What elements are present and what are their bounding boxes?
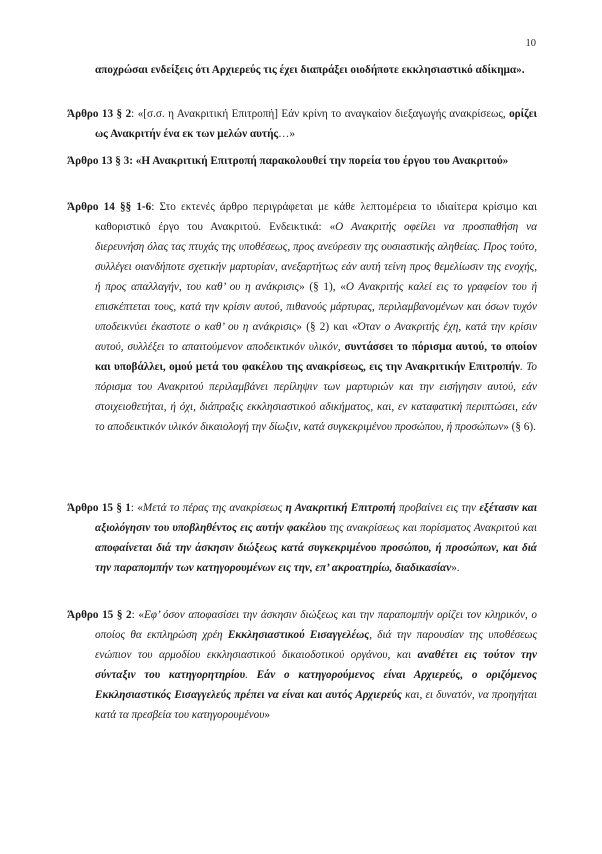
text-span-italic: , διά την παρουσίαν της υποθέσεως ενώπιον του αρμοδίου εκκλησιαστικού δικαιοδοτικού οργάνου, και xyxy=(95,629,537,661)
text-span: ». xyxy=(451,562,460,574)
text-span: : «Η Ανακριτική Επιτροπή παρακολουθεί την πορεία του έργου του Ανακριτού» xyxy=(129,155,509,167)
text-span-italic: προβαίνει εις την xyxy=(395,502,480,514)
text-span-bold-italic: Εκκλησιαστικού Εισαγγελέως xyxy=(227,629,370,641)
text-span-bold-italic: αναθέτει εις τούτον την σύνταξιν του κατηγορητηρίου xyxy=(95,649,537,681)
article-14 xyxy=(67,197,537,437)
text-span-bold: ορίζει ως Ανακριτήν ένα εκ των μελών αυτής xyxy=(95,108,537,140)
article-15-2 xyxy=(67,605,537,725)
text-span: : Στο εκτενές άρθρο περιγράφεται με κάθε λεπτομέρεια το ιδιαίτερα κρίσιμο και καθοριστικό έργο του Ανακριτού. Ενδεικτικά: « xyxy=(95,201,537,233)
text-span-bold-italic: η Ανακριτική Επιτροπή xyxy=(285,502,396,514)
text-span-bold: συντάσσει το πόρισμα αυτού, το οποίον και υποβάλλει, ομού μετά του φακέλου της ανακρίσεως, εις την Ανακριτικήν Επιτροπήν xyxy=(95,341,537,373)
text-span: : « xyxy=(131,609,144,621)
text-span-italic: και, ει δυνατόν, να προηγήται κατά τα πρεσβεία του κατηγορουμένου xyxy=(95,689,537,721)
text-span-italic: Μετά το πέρας της ανακρίσεως xyxy=(142,502,286,514)
text-span: » (§ 2) και « xyxy=(296,321,358,333)
text-span: » (§ 1), « xyxy=(299,281,346,293)
text-span: : «[σ.σ. η Ανακριτική Επιτροπή] Εάν κρίνη το αναγκαίον διεξαγωγής ανακρίσεως, xyxy=(131,108,510,120)
text-span-italic: Όταν ο Ανακριτής έχη, κατά την κρίσιν αυτού, συλλέξει το απαιτούμενον αποδεικτικόν υλικόν, xyxy=(95,321,537,353)
continuation-text: αποχρώσαι ενδείξεις ότι Αρχιερεύς τις έχει διαπράξει οιοδήποτε εκκλησιαστικό αδίκημα». xyxy=(95,64,525,76)
text-span-italic: Ο Ανακριτής οφείλει να προσπαθήση να διερευνήση όλας τας πτυχάς της υποθέσεως, προς ανεύρεσιν της ουσιαστικής αληθείας. Προς τούτο, συλλέγει οιανδήποτε σχετικήν μαρτυρίαν, ανεξαρτήτως εάν αυτή τείνη προς θεμελίωσιν της ενοχής, ή προς απαλλαγήν, του καθ’ ου η ανάκρισις xyxy=(95,221,537,293)
text-span-italic: της ανακρίσεως και πορίσματος Ανακριτού και xyxy=(326,522,537,534)
text-span-bold-italic: αποφαίνεται διά την άσκησιν διώξεως κατά συγκεκριμένου προσώπου, ή προσώπων, και διά την παραπομπήν των κατηγορουμένων εις την, επ’ ακροατηρίω, διαδικασίαν xyxy=(95,542,537,574)
page-number: 10 xyxy=(525,38,536,49)
text-span-bold-italic: Εάν ο κατηγορούμενος είναι Αρχιερεύς, ο οριζόμενος Εκκλησιαστικός Εισαγγελεύς πρέπει να είναι και αυτός Αρχιερεύς xyxy=(95,669,538,701)
text-span: : « xyxy=(130,502,143,514)
text-span: » (§ 6). xyxy=(503,421,536,433)
article-13-2 xyxy=(67,104,537,144)
article-13-3 xyxy=(67,151,537,171)
text-span-italic: Ο Ανακριτής καλεί εις το γραφείον του ή επισκέπτεται τους, κατά την κρίσιν αυτού, πιθανούς μάρτυρας, περιλαμβανομένων και όσων τυχόν υποδεικνύει έκαστοτε ο καθ’ ου η ανάκρισις xyxy=(95,281,537,333)
article-label: Άρθρο 13 § 2 xyxy=(67,108,132,120)
text-span-italic: . Το πόρισμα του Ανακριτού περιλαμβάνει περίληψιν των μαρτυριών και την εισήγησιν αυτού, εάν στοιχειοθετήται, ή όχι, διάπραξις εκκλησιαστικού αδικήματος, και, εν καταφατική περιπτώσει, εάν το αποδεικτικόν υλικόν δικαιολογή την δίωξιν, κατά συγκεκριμένου προσώπου, ή προσώπων xyxy=(95,361,537,433)
text-span-bold-italic: εξέτασιν και αξιολόγησιν του υποβληθέντος εις αυτήν φακέλου xyxy=(95,502,537,534)
continuation-paragraph xyxy=(67,60,537,80)
article-label: Άρθρο 15 § 2 xyxy=(67,609,132,621)
article-label: Άρθρο 13 § 3 xyxy=(67,155,130,167)
text-span: » xyxy=(264,709,270,721)
text-span-italic: Εφ’ όσον αποφασίσει την άσκησιν διώξεως και την παραπομπήν ορίζει τον κληρικόν, ο οποίος θα εκπληρώση χρέη xyxy=(95,609,537,641)
text-span-italic: . xyxy=(245,669,257,681)
article-15-1 xyxy=(67,498,537,578)
article-label: Άρθρο 15 § 1 xyxy=(67,502,131,514)
article-label: Άρθρο 14 §§ 1-6 xyxy=(67,201,152,213)
text-span: …» xyxy=(278,128,295,140)
